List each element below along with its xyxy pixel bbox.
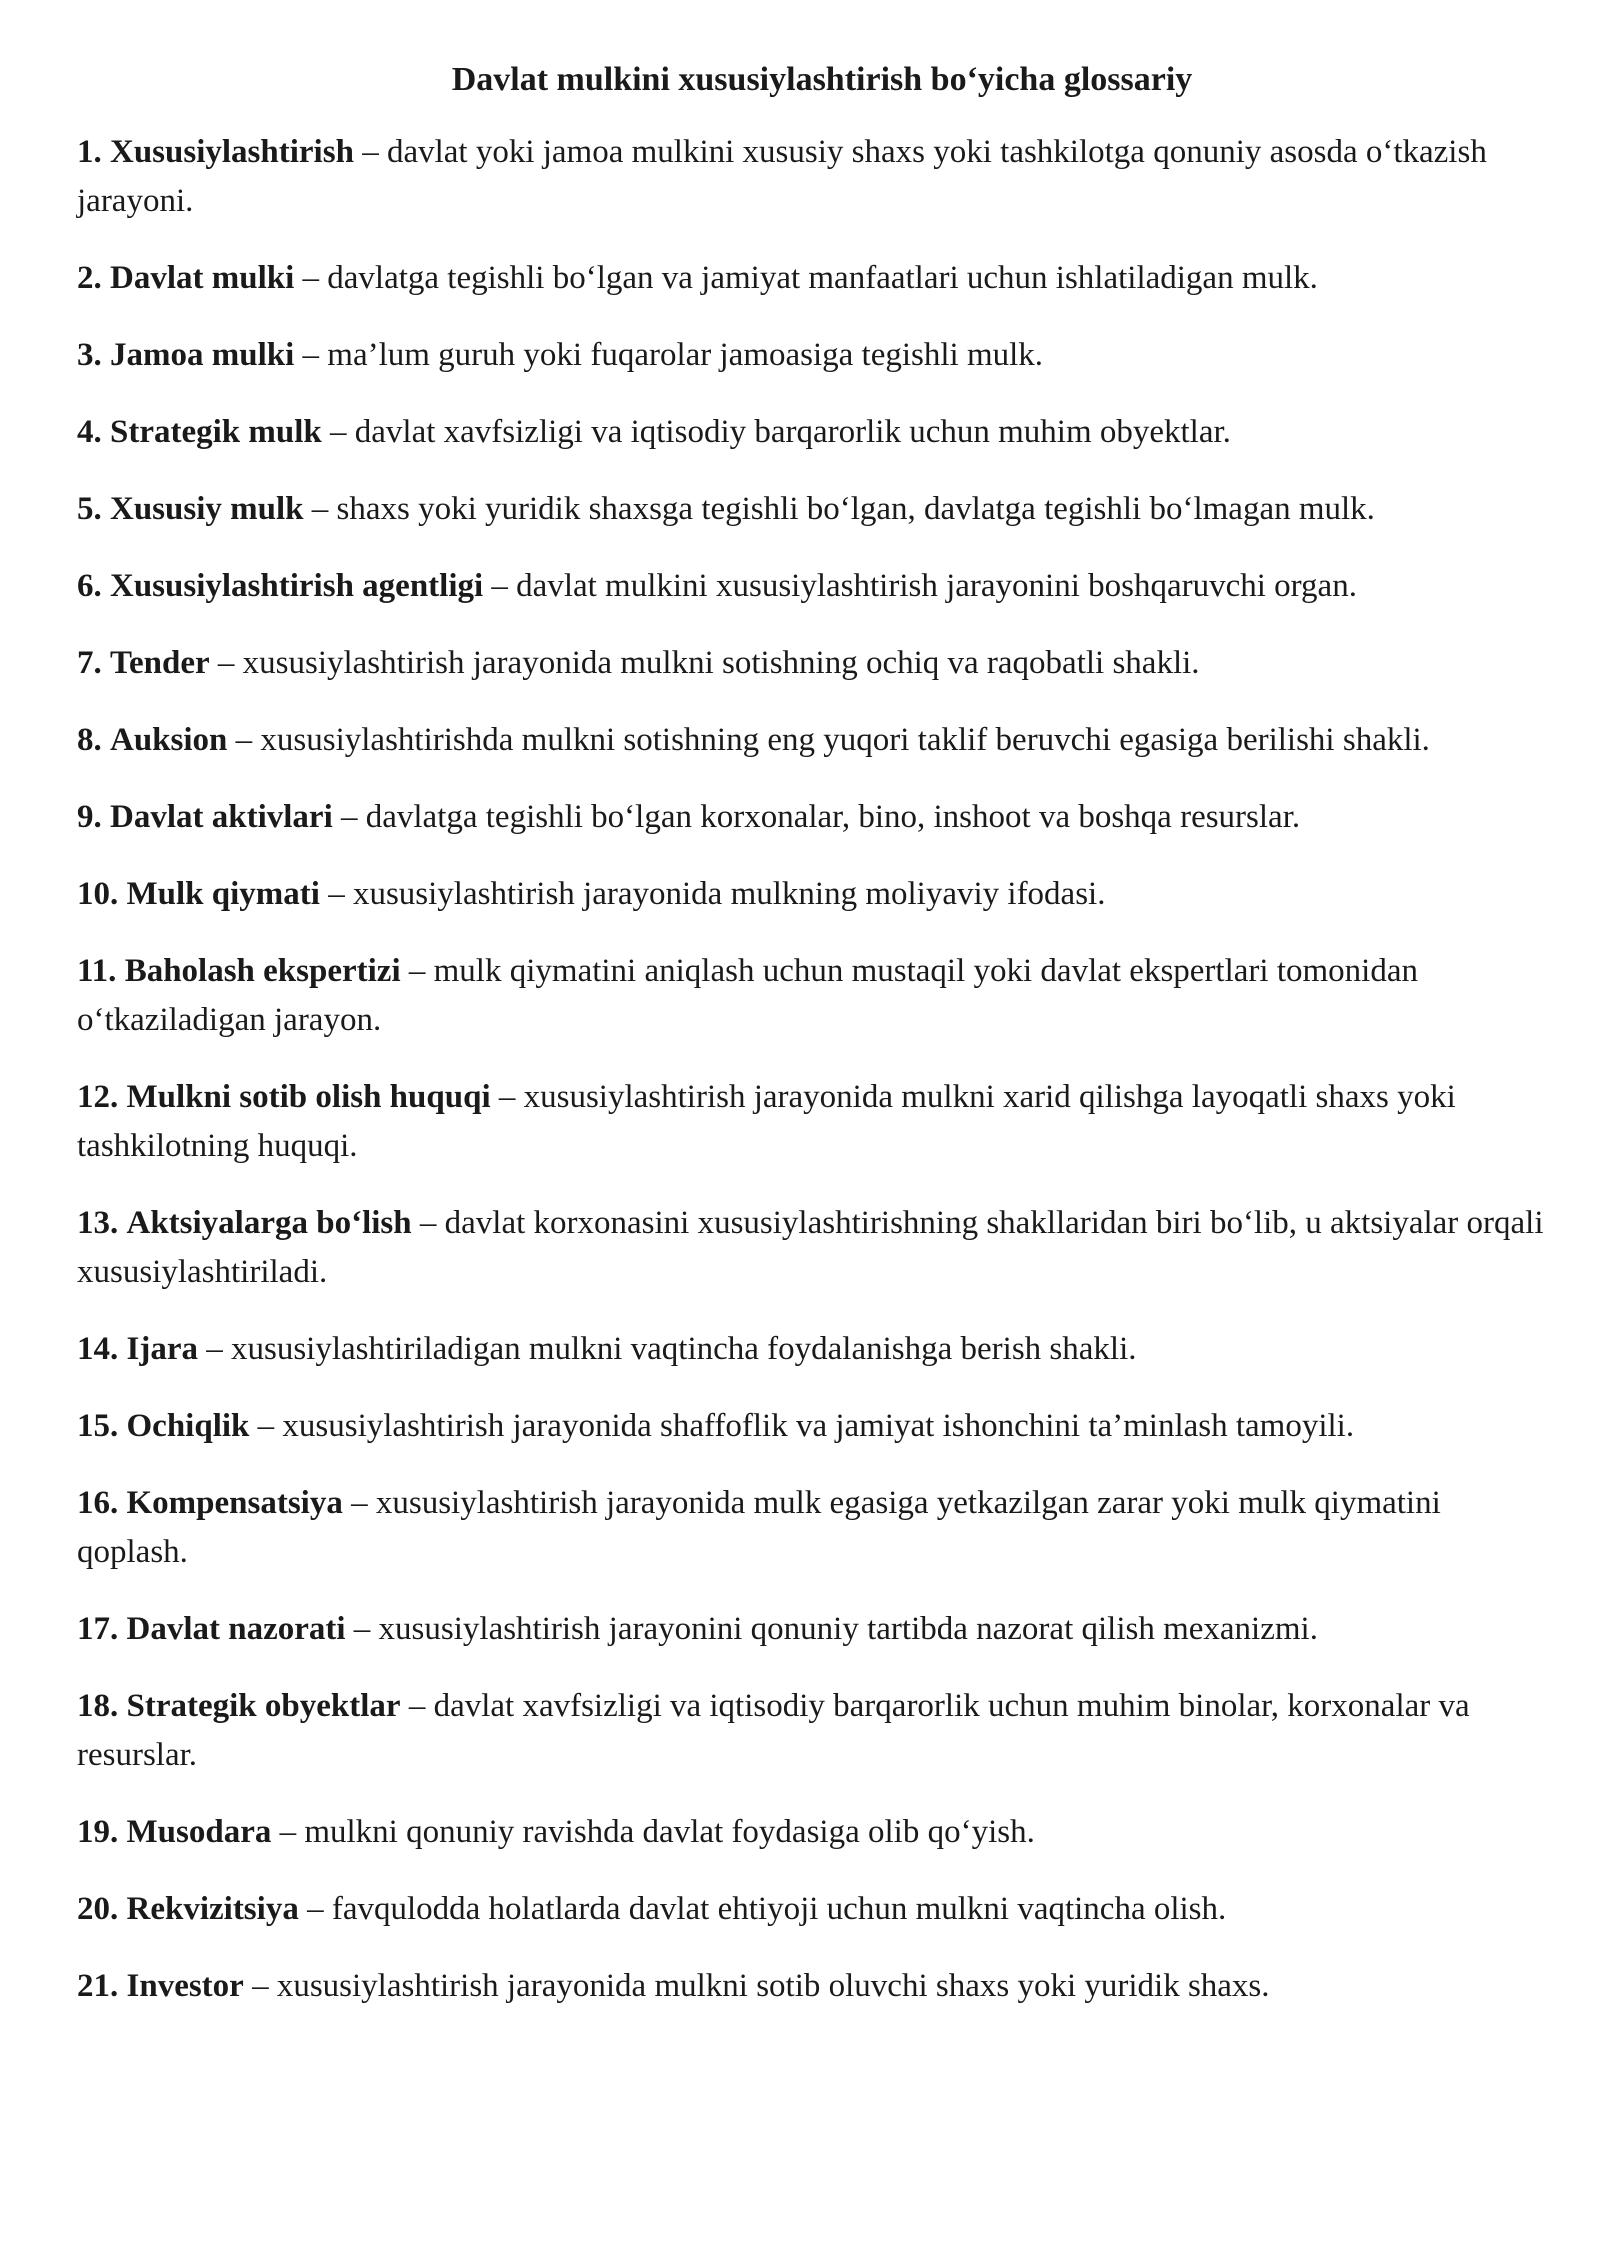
glossary-entry bbox=[77, 1962, 1547, 2011]
entry-definition: xususiylashtiriladigan mulkni vaqtincha foydalanishga berish shakli. bbox=[230, 1331, 1137, 1367]
entry-term: Davlat mulki bbox=[110, 260, 295, 296]
entry-definition: xususiylashtirish jarayonida mulkning moliyaviy ifodasi. bbox=[352, 876, 1106, 912]
entry-term: Tender bbox=[110, 645, 210, 681]
entry-separator: – bbox=[332, 799, 366, 835]
entry-number: 7. bbox=[77, 645, 102, 681]
entry-term: Strategik obyektlar bbox=[126, 1688, 401, 1724]
glossary-entry bbox=[77, 1885, 1547, 1934]
entry-definition: xususiylashtirish jarayonida mulkni sotishning ochiq va raqobatli shakli. bbox=[242, 645, 1200, 681]
entry-number: 8. bbox=[77, 722, 102, 758]
entry-term: Strategik mulk bbox=[110, 414, 322, 450]
glossary-entry bbox=[77, 331, 1547, 380]
entry-number: 14. bbox=[77, 1331, 119, 1367]
entry-term: Ochiqlik bbox=[126, 1408, 250, 1444]
glossary-entry bbox=[77, 1073, 1547, 1171]
glossary-entry bbox=[77, 716, 1547, 765]
entry-separator: – bbox=[321, 414, 355, 450]
entry-separator: – bbox=[243, 1968, 277, 2004]
entry-definition: mulkni qonuniy ravishda davlat foydasiga olib qo‘yish. bbox=[304, 1814, 1035, 1850]
glossary-entry bbox=[77, 1199, 1547, 1297]
entry-separator: – bbox=[249, 1408, 283, 1444]
entry-term: Xususiylashtirish bbox=[110, 134, 354, 170]
entry-separator: – bbox=[298, 1891, 332, 1927]
entry-term: Ijara bbox=[126, 1331, 198, 1367]
entry-definition: shaxs yoki yuridik shaxsga tegishli bo‘lgan, davlatga tegishli bo‘lmagan mulk. bbox=[336, 491, 1375, 527]
entry-definition: davlat mulkini xususiylashtirish jarayonini boshqaruvchi organ. bbox=[516, 568, 1357, 604]
glossary-entry bbox=[77, 408, 1547, 457]
entry-number: 9. bbox=[77, 799, 102, 835]
entry-number: 2. bbox=[77, 260, 102, 296]
entry-definition: ma’lum guruh yoki fuqarolar jamoasiga tegishli mulk. bbox=[327, 337, 1044, 373]
entry-number: 11. bbox=[77, 953, 117, 989]
entry-definition: xususiylashtirishda mulkni sotishning eng yuqori taklif beruvchi egasiga berilishi shakli. bbox=[260, 722, 1430, 758]
entry-term: Investor bbox=[126, 1968, 244, 2004]
entry-term: Auksion bbox=[110, 722, 228, 758]
entry-definition: xususiylashtirish jarayonida shaffoflik va jamiyat ishonchini ta’minlash tamoyili. bbox=[282, 1408, 1355, 1444]
entry-number: 13. bbox=[77, 1205, 119, 1241]
entry-number: 6. bbox=[77, 568, 102, 604]
entry-term: Xususiylashtirish agentligi bbox=[110, 568, 484, 604]
entry-number: 12. bbox=[77, 1079, 119, 1115]
entry-separator: – bbox=[483, 568, 517, 604]
entry-number: 16. bbox=[77, 1485, 119, 1521]
entry-definition: xususiylashtirish jarayonida mulk egasiga yetkazilgan zarar yoki mulk qiymatini qoplash. bbox=[77, 1485, 1441, 1570]
entry-separator: – bbox=[227, 722, 261, 758]
entry-definition: xususiylashtirish jarayonini qonuniy tartibda nazorat qilish mexanizmi. bbox=[378, 1611, 1318, 1647]
entry-number: 19. bbox=[77, 1814, 119, 1850]
entry-separator: – bbox=[319, 876, 353, 912]
entry-number: 18. bbox=[77, 1688, 119, 1724]
entry-definition: davlat yoki jamoa mulkini xususiy shaxs yoki tashkilotga qonuniy asosda o‘tkazish jarayoni. bbox=[77, 134, 1487, 219]
glossary-entry bbox=[77, 128, 1547, 226]
entry-number: 4. bbox=[77, 414, 102, 450]
glossary-entry bbox=[77, 793, 1547, 842]
entry-definition: davlatga tegishli bo‘lgan korxonalar, bino, inshoot va boshqa resurslar. bbox=[365, 799, 1301, 835]
glossary-entry bbox=[77, 1808, 1547, 1857]
entry-number: 20. bbox=[77, 1891, 119, 1927]
glossary-entry bbox=[77, 254, 1547, 303]
document-title: Davlat mulkini xususiylashtirish bo‘yicha glossariy bbox=[451, 61, 1193, 98]
document-page bbox=[77, 58, 1547, 2039]
entry-separator: – bbox=[197, 1331, 231, 1367]
entry-number: 5. bbox=[77, 491, 102, 527]
entry-separator: – bbox=[490, 1079, 524, 1115]
glossary-entry bbox=[77, 1325, 1547, 1374]
glossary-entry bbox=[77, 485, 1547, 534]
entry-term: Davlat nazorati bbox=[126, 1611, 346, 1647]
entry-term: Mulk qiymati bbox=[126, 876, 320, 912]
entry-definition: favqulodda holatlarda davlat ehtiyoji uchun mulkni vaqtincha olish. bbox=[331, 1891, 1227, 1927]
entry-number: 17. bbox=[77, 1611, 119, 1647]
entry-separator: – bbox=[400, 953, 434, 989]
glossary-entry bbox=[77, 1682, 1547, 1780]
entry-number: 3. bbox=[77, 337, 102, 373]
entry-term: Aktsiyalarga bo‘lish bbox=[126, 1205, 412, 1241]
entry-definition: davlat xavfsizligi va iqtisodiy barqarorlik uchun muhim obyektlar. bbox=[354, 414, 1231, 450]
entry-term: Davlat aktivlari bbox=[110, 799, 333, 835]
entry-term: Baholash ekspertizi bbox=[124, 953, 401, 989]
entry-definition: davlat xavfsizligi va iqtisodiy barqarorlik uchun muhim binolar, korxonalar va resurslar. bbox=[77, 1688, 1470, 1773]
entry-number: 10. bbox=[77, 876, 119, 912]
glossary-entry bbox=[77, 870, 1547, 919]
glossary-list bbox=[77, 128, 1547, 2011]
entry-number: 15. bbox=[77, 1408, 119, 1444]
glossary-entry bbox=[77, 1479, 1547, 1577]
entry-separator: – bbox=[411, 1205, 445, 1241]
glossary-entry bbox=[77, 639, 1547, 688]
entry-separator: – bbox=[209, 645, 243, 681]
entry-definition: xususiylashtirish jarayonida mulkni sotib oluvchi shaxs yoki yuridik shaxs. bbox=[276, 1968, 1270, 2004]
entry-separator: – bbox=[400, 1688, 434, 1724]
entry-separator: – bbox=[342, 1485, 376, 1521]
entry-term: Mulkni sotib olish huquqi bbox=[126, 1079, 491, 1115]
glossary-entry bbox=[77, 947, 1547, 1045]
entry-definition: xususiylashtirish jarayonida mulkni xarid qilishga layoqatli shaxs yoki tashkilotning huquqi. bbox=[77, 1079, 1456, 1164]
entry-separator: – bbox=[294, 337, 328, 373]
entry-term: Jamoa mulki bbox=[110, 337, 295, 373]
entry-term: Rekvizitsiya bbox=[126, 1891, 299, 1927]
glossary-entry bbox=[77, 562, 1547, 611]
entry-term: Kompensatsiya bbox=[126, 1485, 343, 1521]
entry-separator: – bbox=[303, 491, 337, 527]
entry-term: Xususiy mulk bbox=[110, 491, 304, 527]
entry-definition: davlat korxonasini xususiylashtirishning shakllaridan biri bo‘lib, u aktsiyalar orqali xususiylashtiriladi. bbox=[77, 1205, 1544, 1290]
glossary-entry bbox=[77, 1402, 1547, 1451]
entry-separator: – bbox=[345, 1611, 379, 1647]
entry-definition: davlatga tegishli bo‘lgan va jamiyat manfaatlari uchun ishlatiladigan mulk. bbox=[327, 260, 1318, 296]
entry-term: Musodara bbox=[126, 1814, 272, 1850]
entry-number: 1. bbox=[77, 134, 102, 170]
entry-number: 21. bbox=[77, 1968, 119, 2004]
entry-separator: – bbox=[271, 1814, 305, 1850]
glossary-entry bbox=[77, 1605, 1547, 1654]
entry-separator: – bbox=[294, 260, 328, 296]
entry-definition: mulk qiymatini aniqlash uchun mustaqil yoki davlat ekspertlari tomonidan o‘tkaziladigan jarayon. bbox=[77, 953, 1418, 1038]
entry-separator: – bbox=[353, 134, 387, 170]
